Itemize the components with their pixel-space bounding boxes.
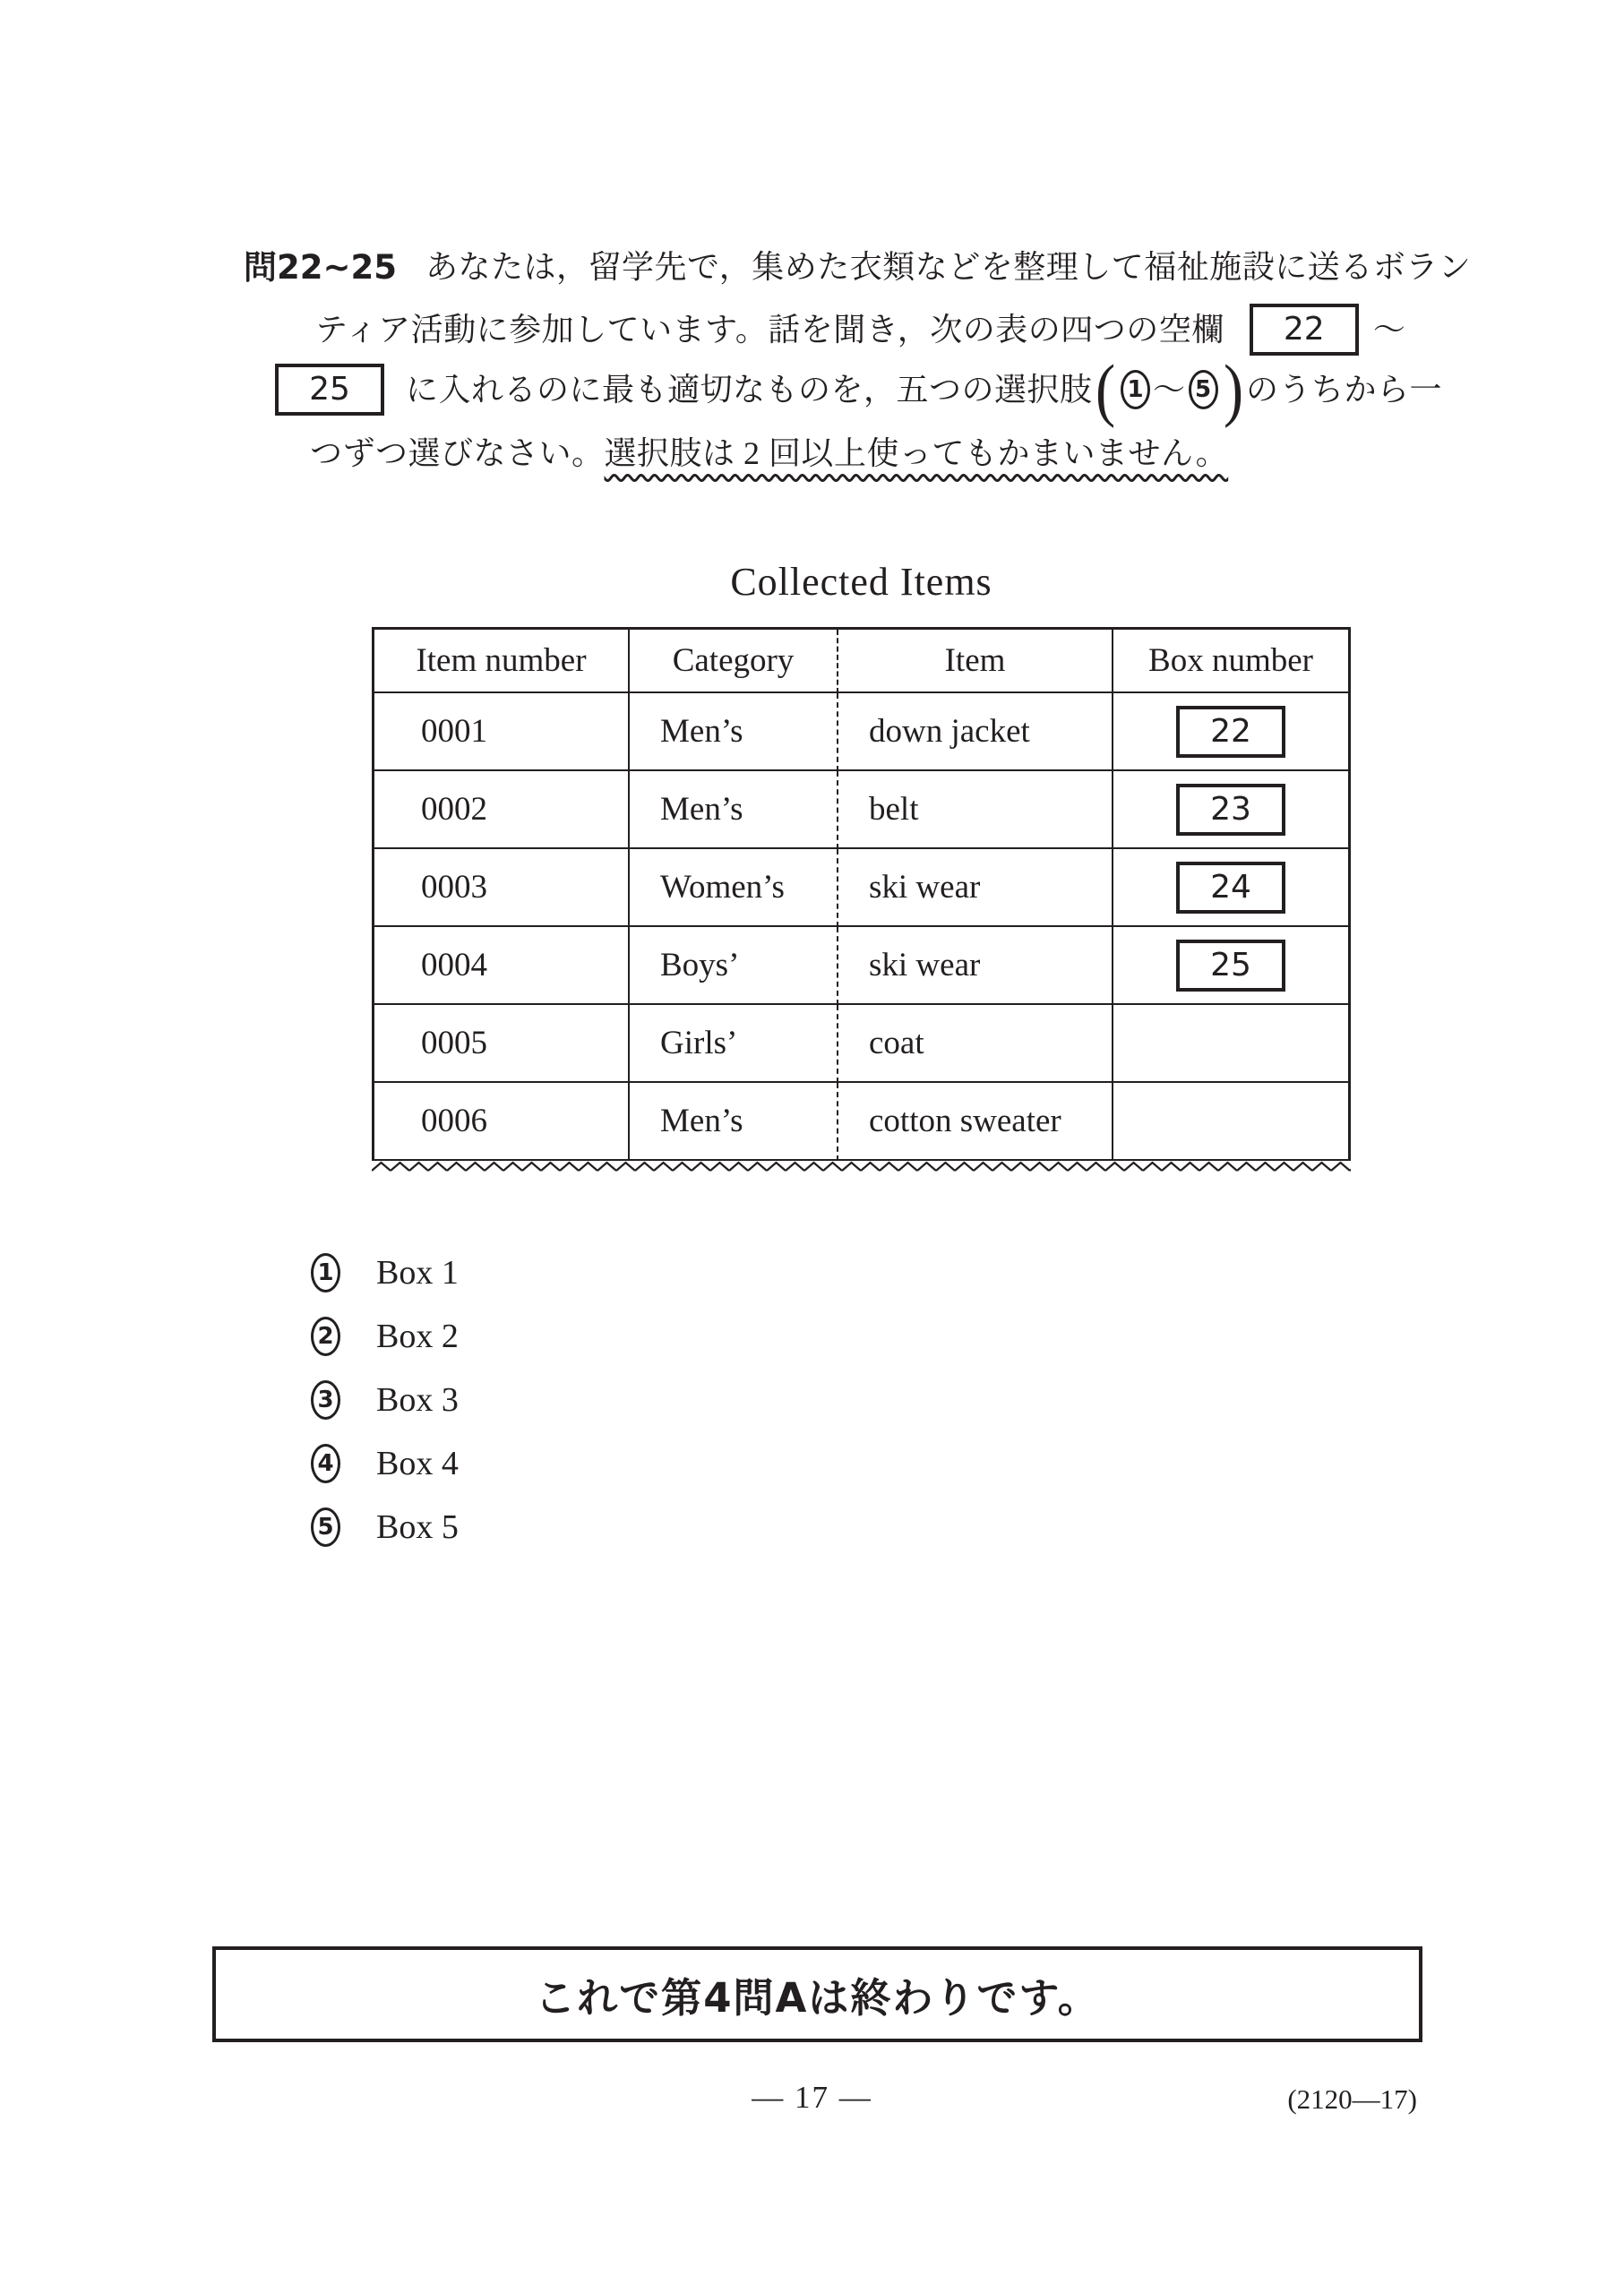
cell-item-number: 0001: [374, 693, 630, 771]
option-row-2: [311, 1304, 459, 1368]
table-title: Collected Items: [730, 560, 992, 604]
cell-item: ski wear: [838, 927, 1113, 1005]
header-category: Category: [630, 630, 838, 693]
cell-box-number: [1113, 771, 1348, 849]
instruction-text: に入れるのに最も適切なものを，五つの選択肢: [406, 372, 1093, 408]
cell-category: Men’s: [630, 771, 838, 849]
table-row: [374, 1083, 1348, 1161]
cell-box-number: [1113, 1083, 1348, 1161]
instruction-text: あなたは，留学先で，集めた衣類などを整理して福祉施設に送るボラン: [425, 249, 1472, 285]
instruction-text: ティア活動に参加しています。話を聞き，次の表の四つの空欄: [315, 312, 1224, 348]
header-item: Item: [838, 630, 1113, 693]
table-header-row: [374, 630, 1348, 693]
tilde-text: ～: [1153, 372, 1186, 408]
cell-item: coat: [838, 1005, 1113, 1083]
cell-box-number: [1113, 1005, 1348, 1083]
blank-box-22: 22: [1250, 304, 1359, 356]
option-row-1: [311, 1241, 459, 1304]
box-number-blank-22: 22: [1176, 706, 1285, 758]
option-label: Box 2: [376, 1317, 459, 1355]
cell-item-number: 0002: [374, 771, 630, 849]
cell-item-number: 0003: [374, 849, 630, 927]
cell-category: Men’s: [630, 1083, 838, 1161]
instruction-line-4: [310, 428, 1228, 478]
header-box-number: Box number: [1113, 630, 1348, 693]
circled-5-icon: 5: [311, 1507, 340, 1547]
circled-3-icon: 3: [311, 1380, 340, 1420]
header-item-number: Item number: [374, 630, 630, 693]
table-row: [374, 849, 1348, 927]
option-label: Box 3: [376, 1380, 459, 1419]
tilde-text: ～: [1372, 312, 1406, 348]
cell-item-number: 0004: [374, 927, 630, 1005]
table-row: [374, 771, 1348, 849]
circled-2-icon: 2: [311, 1317, 340, 1356]
cell-box-number: [1113, 927, 1348, 1005]
option-label: Box 5: [376, 1507, 459, 1546]
option-label: Box 4: [376, 1444, 459, 1482]
cell-item-number: 0006: [374, 1083, 630, 1161]
cell-box-number: [1113, 849, 1348, 927]
cell-category: Girls’: [630, 1005, 838, 1083]
box-number-blank-24: 24: [1176, 862, 1285, 914]
table-row: [374, 1005, 1348, 1083]
circled-5-icon: 5: [1189, 370, 1218, 409]
instruction-line-3: 25 に入れるのに最も適切なものを，五つの選択肢 ( 1 ～ 5 ) のうちから一: [275, 356, 1442, 424]
cell-item: cotton sweater: [838, 1083, 1113, 1161]
cell-item: ski wear: [838, 849, 1113, 927]
circled-1-icon: 1: [311, 1253, 340, 1292]
circled-4-icon: 4: [311, 1444, 340, 1483]
option-row-4: [311, 1431, 459, 1495]
instruction-line-1: [244, 242, 1471, 292]
option-row-5: [311, 1495, 459, 1559]
table-row: [374, 927, 1348, 1005]
table-torn-edge: [372, 1161, 1351, 1173]
box-number-blank-23: 23: [1176, 784, 1285, 836]
circled-1-icon: 1: [1121, 370, 1150, 409]
document-code: (2120—17): [1287, 2083, 1417, 2115]
cell-category: Women’s: [630, 849, 838, 927]
collected-items-table: [372, 627, 1351, 1161]
question-range-label: 問22~25: [244, 247, 397, 287]
box-number-blank-25: 25: [1176, 940, 1285, 992]
section-end-notice: [212, 1946, 1422, 2042]
cell-item: belt: [838, 771, 1113, 849]
instruction-underlined-text: 選択肢は 2 回以上使ってもかまいません。: [604, 435, 1229, 471]
section-end-text: これで第4問Aは終わりです。: [535, 1974, 1100, 2022]
cell-box-number: [1113, 693, 1348, 771]
table-row: [374, 693, 1348, 771]
cell-item-number: 0005: [374, 1005, 630, 1083]
instruction-text: のうちから一: [1246, 372, 1443, 408]
answer-options: [311, 1241, 459, 1559]
instruction-text: つずつ選びなさい。: [310, 435, 605, 471]
cell-category: Boys’: [630, 927, 838, 1005]
cell-item: down jacket: [838, 693, 1113, 771]
page-number: — 17 —: [752, 2080, 872, 2115]
option-row-3: [311, 1368, 459, 1431]
option-label: Box 1: [376, 1253, 459, 1292]
cell-category: Men’s: [630, 693, 838, 771]
blank-box-25: 25: [275, 364, 384, 416]
